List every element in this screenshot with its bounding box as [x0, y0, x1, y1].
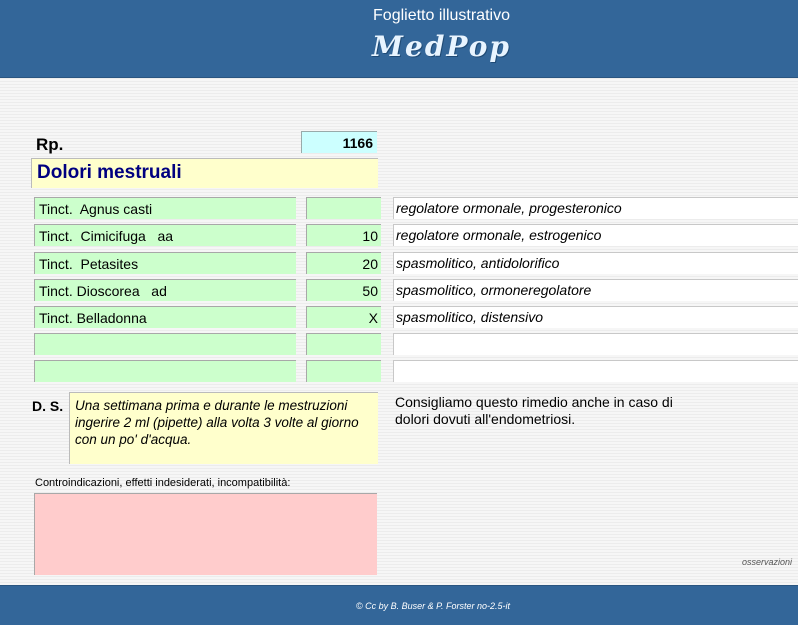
- ingredient-desc-field[interactable]: spasmolitico, distensivo: [393, 306, 798, 328]
- ingredient-row: [0, 360, 798, 382]
- footer-bar: [0, 585, 798, 625]
- dosage-instructions-field[interactable]: Una settimana prima e durante le mestruzioni ingerire 2 ml (pipette) alla volta 3 volte al giorno con un po' d'acqua.: [69, 392, 378, 464]
- rp-label: Rp.: [36, 135, 64, 154]
- ingredient-qty-field[interactable]: 50: [306, 279, 381, 301]
- medpop-logo: MedPop: [372, 30, 511, 63]
- ingredient-name-field[interactable]: Tinct. Petasites: [34, 252, 296, 274]
- remedy-title[interactable]: Dolori mestruali: [31, 158, 378, 188]
- ingredient-name-field[interactable]: Tinct. Belladonna: [34, 306, 296, 328]
- ingredient-row: [0, 224, 798, 246]
- header-subtitle: Foglietto illustrativo: [373, 7, 510, 24]
- ingredient-row: [0, 279, 798, 301]
- ingredient-row: [0, 252, 798, 274]
- ingredient-qty-field[interactable]: [306, 333, 381, 355]
- observations-link[interactable]: osservazioni: [741, 557, 792, 567]
- ds-label: D. S.: [32, 398, 64, 414]
- ingredient-desc-field[interactable]: regolatore ormonale, estrogenico: [393, 224, 798, 246]
- contraindications-label: Controindicazioni, effetti indesiderati, incompatibilità:: [35, 477, 291, 489]
- ingredient-row: [0, 333, 798, 355]
- ingredient-name-field[interactable]: [34, 360, 296, 382]
- ingredient-row: [0, 197, 798, 219]
- ingredient-name-field[interactable]: [34, 333, 296, 355]
- ingredient-row: [0, 306, 798, 328]
- remedy-note: Consigliamo questo rimedio anche in caso di dolori dovuti all'endometriosi.: [395, 394, 673, 427]
- ingredient-name-field[interactable]: Tinct. Dioscorea ad: [34, 279, 296, 301]
- ingredient-desc-field[interactable]: [393, 333, 798, 355]
- ingredient-desc-field[interactable]: spasmolitico, antidolorifico: [393, 252, 798, 274]
- ingredient-qty-field[interactable]: 10: [306, 224, 381, 246]
- ingredient-qty-field[interactable]: 20: [306, 252, 381, 274]
- ingredient-qty-field[interactable]: X: [306, 306, 381, 328]
- header-bar: [0, 0, 798, 78]
- ingredient-qty-field[interactable]: [306, 360, 381, 382]
- footer-copyright: © Cc by B. Buser & P. Forster no-2.5-it: [355, 601, 511, 611]
- ingredient-qty-field[interactable]: [306, 197, 381, 219]
- rp-number-field[interactable]: 1166: [301, 131, 377, 153]
- ingredient-desc-field[interactable]: regolatore ormonale, progesteronico: [393, 197, 798, 219]
- ingredient-name-field[interactable]: Tinct. Agnus casti: [34, 197, 296, 219]
- ingredient-desc-field[interactable]: spasmolitico, ormoneregolatore: [393, 279, 798, 301]
- ingredient-name-field[interactable]: Tinct. Cimicifuga aa: [34, 224, 296, 246]
- contraindications-field[interactable]: [34, 493, 377, 575]
- ingredient-desc-field[interactable]: [393, 360, 798, 382]
